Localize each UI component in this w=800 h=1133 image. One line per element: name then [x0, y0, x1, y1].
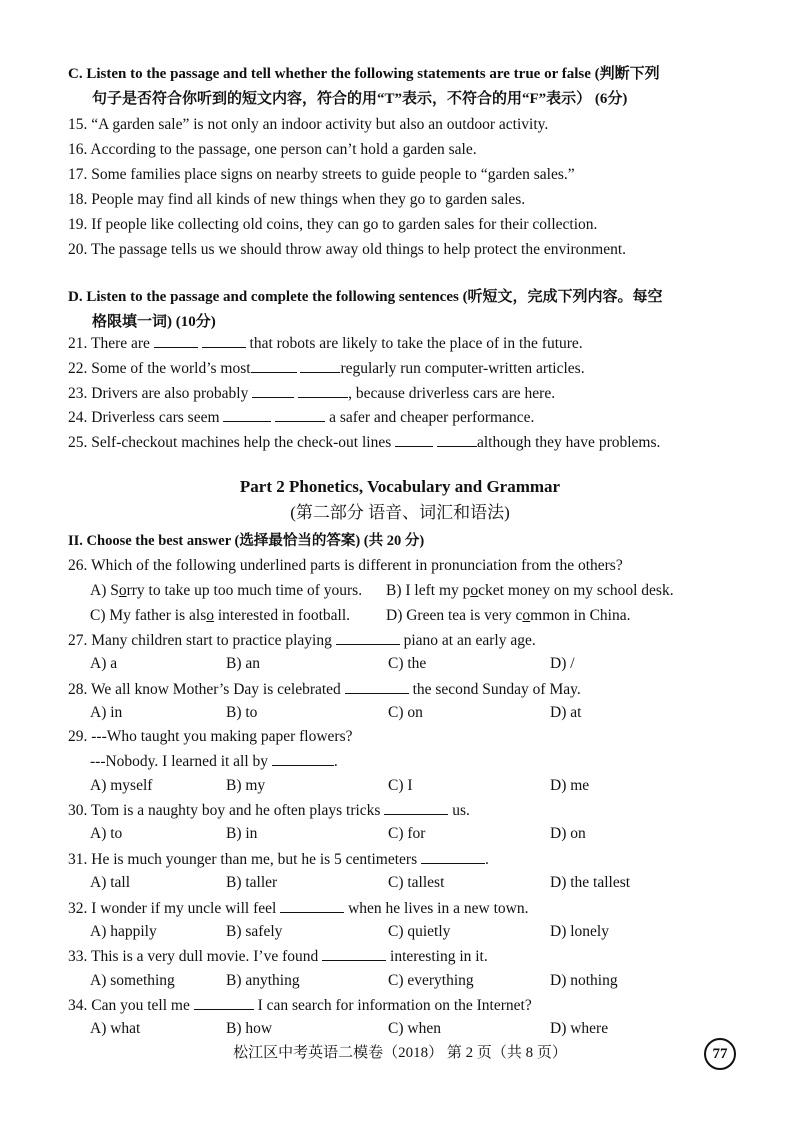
section-d-title-line1: D. Listen to the passage and complete the following sentences (听短文，完成下列内容。每空: [68, 289, 663, 305]
question-30-stem: 30. Tom is a naughty boy and he often plays tricks us.: [68, 802, 470, 819]
question-32-stem: 32. I wonder if my uncle will feel when he lives in a new town.: [68, 900, 529, 917]
option-c[interactable]: C) the: [388, 655, 427, 672]
option-b[interactable]: B) in: [226, 825, 258, 842]
answer-blank[interactable]: [280, 898, 344, 913]
question-34-stem: 34. Can you tell me I can search for information on the Internet?: [68, 997, 532, 1014]
option-d[interactable]: D) nothing: [550, 972, 618, 989]
option-b[interactable]: B) anything: [226, 972, 300, 989]
question-28-stem: 28. We all know Mother’s Day is celebrated the second Sunday of May.: [68, 681, 581, 698]
option-a[interactable]: A) to: [90, 825, 123, 842]
option-d[interactable]: D) Green tea is very common in China.: [386, 607, 631, 624]
question-31-stem: 31. He is much younger than me, but he is 5 centimeters .: [68, 851, 489, 868]
answer-blank[interactable]: [252, 383, 294, 398]
section-d-title-line2: 格限填一词) (10分): [92, 314, 216, 330]
answer-blank[interactable]: [275, 407, 325, 422]
answer-blank[interactable]: [300, 358, 340, 373]
option-a[interactable]: A) tall: [90, 874, 131, 891]
option-d[interactable]: D) where: [550, 1020, 609, 1037]
section-ii-title: II. Choose the best answer (选择最恰当的答案) (共 20 分): [68, 533, 425, 549]
answer-blank[interactable]: [322, 946, 386, 961]
option-b[interactable]: B) I left my pocket money on my school desk.: [386, 582, 674, 599]
option-d[interactable]: D) at: [550, 704, 582, 721]
option-a[interactable]: A) happily: [90, 923, 157, 940]
statement-20: 20. The passage tells us we should throw away old things to help protect the environment.: [68, 241, 627, 258]
question-29-reply: ---Nobody. I learned it all by .: [90, 753, 338, 770]
option-d[interactable]: D) the tallest: [550, 874, 631, 891]
answer-blank[interactable]: [223, 407, 271, 422]
option-a[interactable]: A) a: [90, 655, 118, 672]
answer-blank[interactable]: [202, 333, 246, 348]
question-27-stem: 27. Many children start to practice playing piano at an early age.: [68, 632, 536, 649]
statement-18: 18. People may find all kinds of new things when they go to garden sales.: [68, 191, 526, 208]
answer-blank[interactable]: [437, 432, 477, 447]
option-c[interactable]: C) on: [388, 704, 423, 721]
page-number-circle: 77: [704, 1038, 736, 1070]
sentence-25: 25. Self-checkout machines help the check-out lines although they have problems.: [68, 434, 661, 451]
option-c[interactable]: C) everything: [388, 972, 474, 989]
option-a[interactable]: A) myself: [90, 777, 153, 794]
answer-blank[interactable]: [395, 432, 433, 447]
option-b[interactable]: B) my: [226, 777, 266, 794]
option-d[interactable]: D) me: [550, 777, 590, 794]
option-a[interactable]: A) Sorry to take up too much time of yours.: [90, 582, 363, 599]
statement-19: 19. If people like collecting old coins, they can go to garden sales for their collection.: [68, 216, 598, 233]
option-c[interactable]: C) tallest: [388, 874, 445, 891]
section-c-title: [68, 62, 728, 112]
option-c[interactable]: C) My father is also interested in football.: [90, 607, 351, 624]
answer-blank[interactable]: [272, 751, 334, 766]
question-29-stem: 29. ---Who taught you making paper flowers?: [68, 728, 353, 745]
question-33-stem: 33. This is a very dull movie. I’ve found interesting in it.: [68, 948, 488, 965]
option-d[interactable]: D) /: [550, 655, 575, 672]
option-a[interactable]: A) in: [90, 704, 123, 721]
option-b[interactable]: B) to: [226, 704, 258, 721]
answer-blank[interactable]: [194, 995, 254, 1010]
answer-blank[interactable]: [345, 679, 409, 694]
option-c[interactable]: C) when: [388, 1020, 441, 1037]
option-b[interactable]: B) taller: [226, 874, 278, 891]
sentence-23: 23. Drivers are also probably , because driverless cars are here.: [68, 385, 556, 402]
sentence-21: 21. There are that robots are likely to take the place of in the future.: [68, 335, 583, 352]
answer-blank[interactable]: [298, 383, 348, 398]
part-2-subtitle: (第二部分 语音、词汇和语法): [290, 503, 510, 522]
option-c[interactable]: C) for: [388, 825, 426, 842]
option-b[interactable]: B) how: [226, 1020, 273, 1037]
question-26-stem: 26. Which of the following underlined parts is different in pronunciation from the others?: [68, 557, 623, 574]
answer-blank[interactable]: [421, 849, 485, 864]
part-2-title: Part 2 Phonetics, Vocabulary and Grammar: [239, 477, 561, 496]
answer-blank[interactable]: [154, 333, 198, 348]
option-a[interactable]: A) what: [90, 1020, 141, 1037]
option-d[interactable]: D) lonely: [550, 923, 609, 940]
option-b[interactable]: B) an: [226, 655, 261, 672]
option-d[interactable]: D) on: [550, 825, 586, 842]
option-c[interactable]: C) I: [388, 777, 413, 794]
answer-blank[interactable]: [384, 800, 448, 815]
section-d-title: [68, 285, 728, 335]
sentence-22: 22. Some of the world’s most regularly run computer-written articles.: [68, 360, 585, 377]
option-a[interactable]: A) something: [90, 972, 175, 989]
statement-17: 17. Some families place signs on nearby streets to guide people to “garden sales.”: [68, 166, 575, 183]
statement-15: 15. “A garden sale” is not only an indoor activity but also an outdoor activity.: [68, 116, 549, 133]
section-c-title-line2: 句子是否符合你听到的短文内容，符合的用“T”表示，不符合的用“F”表示） (6分): [92, 91, 628, 107]
statement-16: 16. According to the passage, one person can’t hold a garden sale.: [68, 141, 477, 158]
answer-blank[interactable]: [336, 630, 400, 645]
answer-blank[interactable]: [251, 358, 297, 373]
page-footer: 松江区中考英语二模卷（2018） 第 2 页（共 8 页）: [233, 1045, 567, 1061]
option-b[interactable]: B) safely: [226, 923, 283, 940]
section-c-title-line1: C. Listen to the passage and tell whether the following statements are true or false (判断下列: [68, 66, 660, 82]
option-c[interactable]: C) quietly: [388, 923, 451, 940]
sentence-24: 24. Driverless cars seem a safer and cheaper performance.: [68, 409, 535, 426]
